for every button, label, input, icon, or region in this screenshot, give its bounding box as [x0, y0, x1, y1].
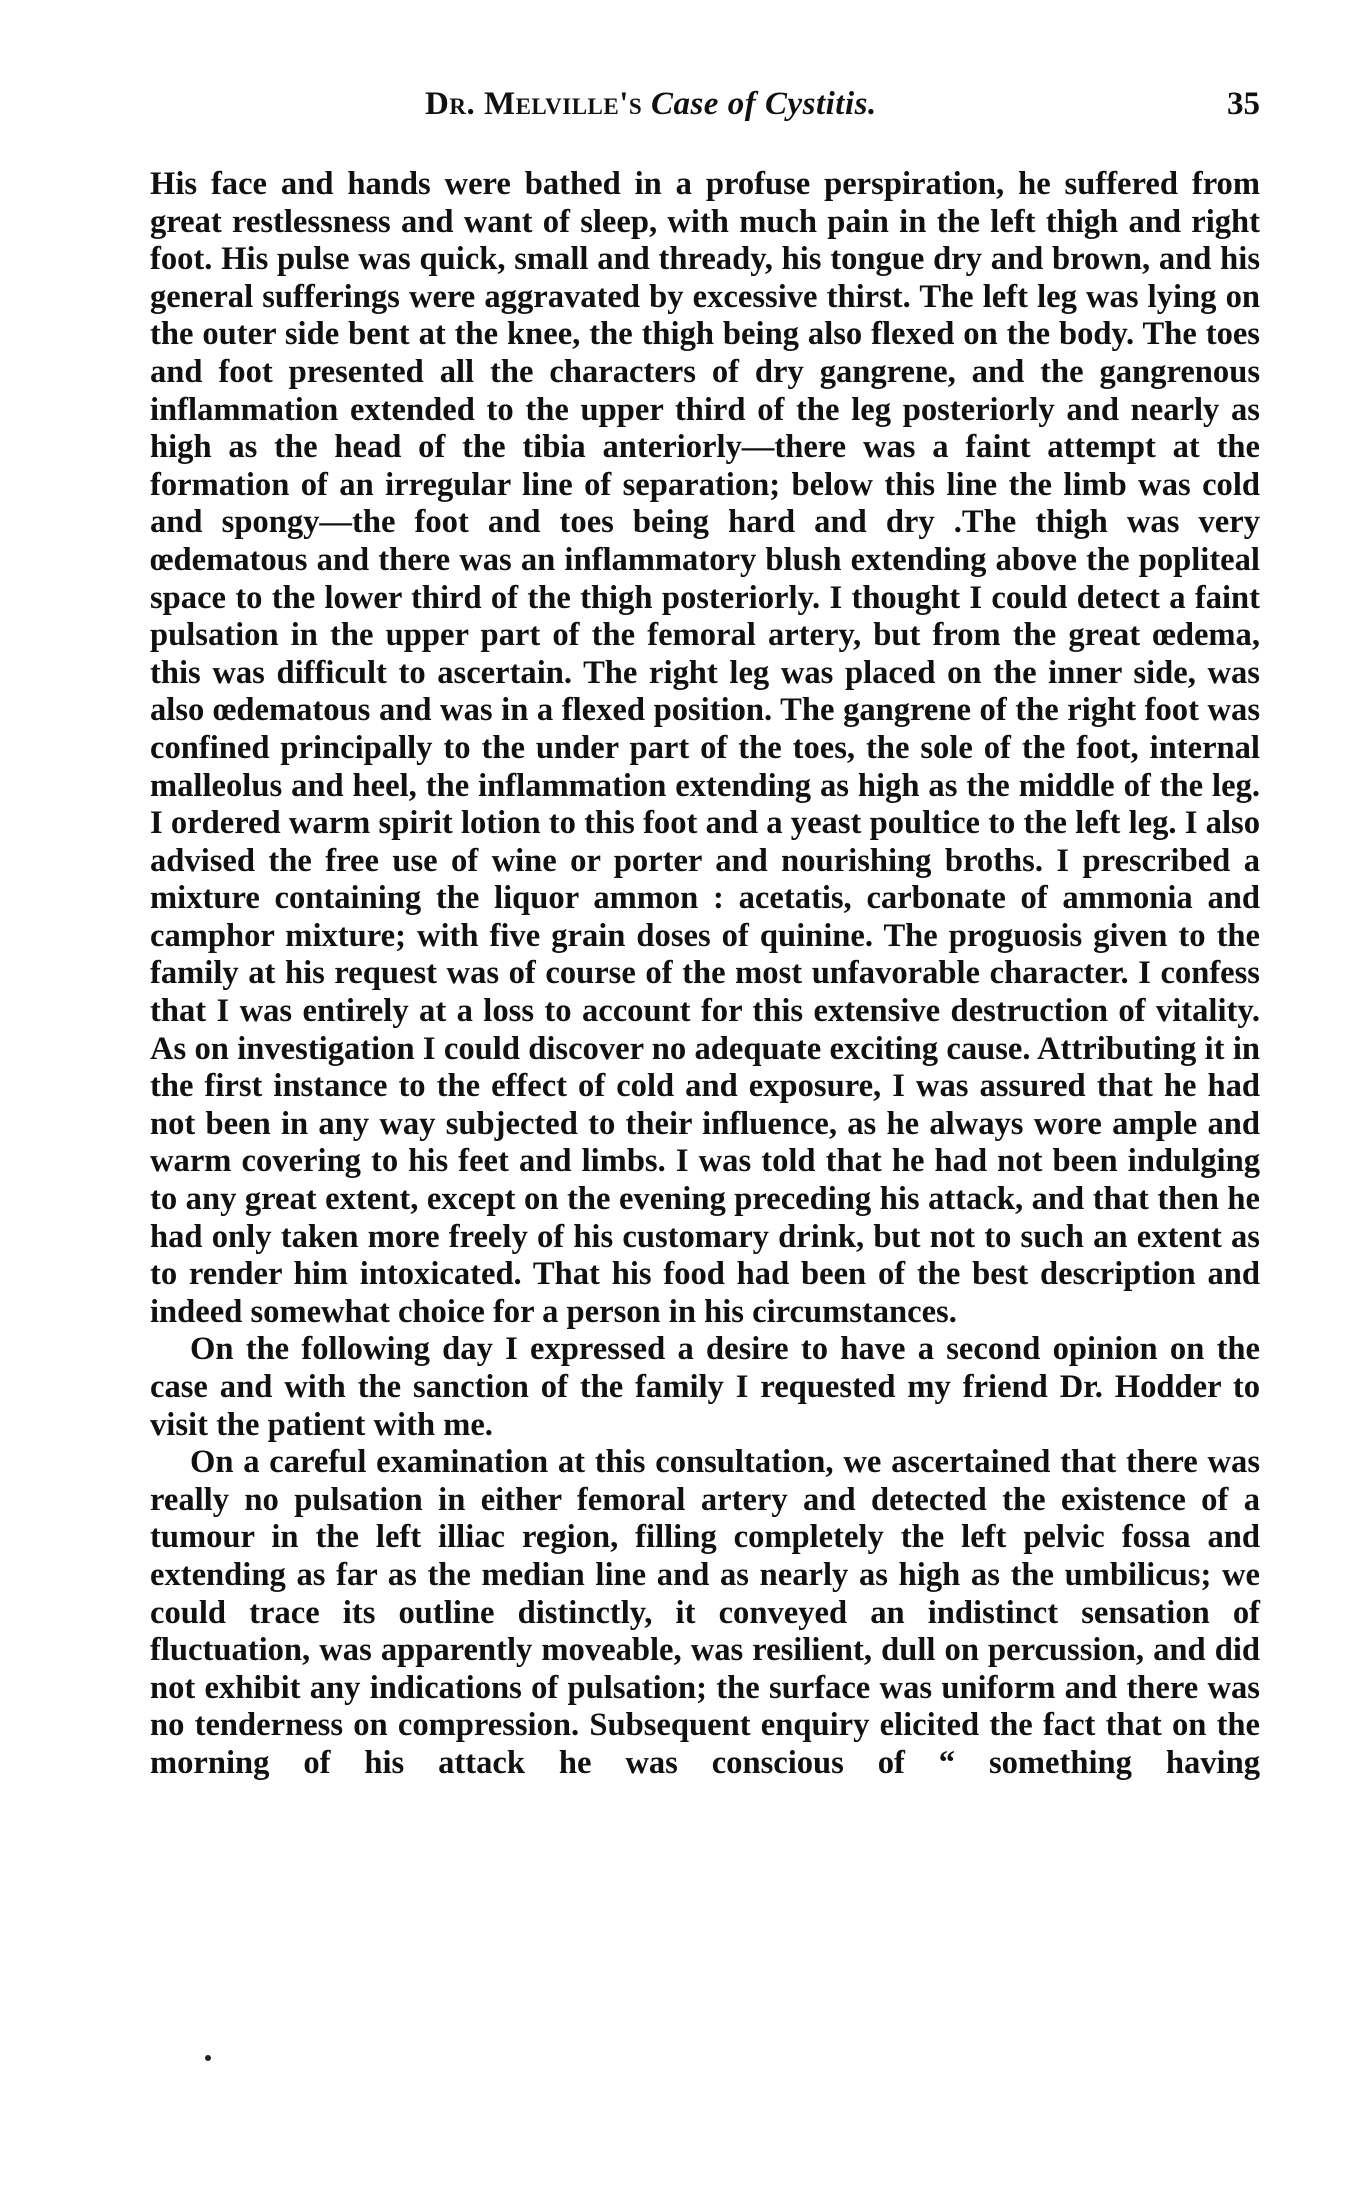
running-title — [425, 86, 877, 123]
running-title-case: Case of Cystitis. — [650, 86, 877, 122]
body-text — [150, 166, 1260, 1783]
page-number: 35 — [1227, 86, 1260, 122]
paragraph-3: On a careful examination at this consultation, we ascertained that there was really no pulsation in either femoral artery and detected the existence of a tumour in the left illiac region, filling completely the left pelvic fossa and extending as far as the median line and as nearly as high as the umbilicus; we could trace its outline distinctly, it conveyed an indistinct sensation of fluctuation, was apparently moveable, was resilient, dull on percussion, and did not exhibit any indications of pulsation; the surface was uniform and there was no tenderness on compression. Subsequent enquiry elicited the fact that on the morning of his attack he was conscious of “ something having — [150, 1444, 1260, 1781]
book-page — [150, 78, 1260, 2158]
paragraph-2: On the following day I expressed a desire to have a second opinion on the case and with the sanction of the family I requested my friend Dr. Hodder to visit the patient with me. — [150, 1331, 1260, 1443]
running-title-author: Dr. Melville's — [425, 86, 643, 122]
printer-mark — [205, 2055, 211, 2061]
paragraph-1: His face and hands were bathed in a profuse perspiration, he suffered from great restlessness and want of sleep, with much pain in the left thigh and right foot. His pulse was quick, small and thready, his tongue dry and brown, and his general sufferings were aggravated by excessive thirst. The left leg was lying on the outer side bent at the knee, the thigh being also flexed on the body. The toes and foot presented all the characters of dry gangrene, and the gangrenous inflammation extended to the upper third of the leg posteriorly and nearly as high as the head of the tibia anteriorly—there was a faint attempt at the formation of an irregular line of separation; below this line the limb was cold and spongy—the foot and toes being hard and dry .The thigh was very œdematous and there was an inflammatory blush extending above the popliteal space to the lower third of the thigh posteriorly. I thought I could detect a faint pulsation in the upper part of the femoral artery, but from the great œdema, this was difficult to ascertain. The right leg was placed on the inner side, was also œdematous and was in a flexed position. The gangrene of the right foot was confined principally to the under part of the toes, the sole of the foot, internal malleolus and heel, the inflammation extending as high as the middle of the leg. I ordered warm spirit lotion to this foot and a yeast poultice to the left leg. I also advised the free use of wine or porter and nourishing broths. I prescribed a mixture containing the liquor ammon : acetatis, carbonate of ammonia and camphor mixture; with five grain doses of quinine. The proguosis given to the family at his request was of course of the most unfavorable character. I confess that I was entirely at a loss to account for this extensive destruction of vitality. As on investigation I could discover no adequate exciting cause. Attributing it in the first instance to the effect of cold and exposure, I was assured that he had not been in any way subjected to their influence, as he always wore ample and warm covering to his feet and limbs. I was told that he had not been indulging to any great extent, except on the evening preceding his attack, and that then he had only taken more freely of his customary drink, but not to such an extent as to render him intoxicated. That his food had been of the best description and indeed somewhat choice for a person in his circumstances. — [150, 166, 1260, 1330]
running-head — [150, 78, 1260, 138]
